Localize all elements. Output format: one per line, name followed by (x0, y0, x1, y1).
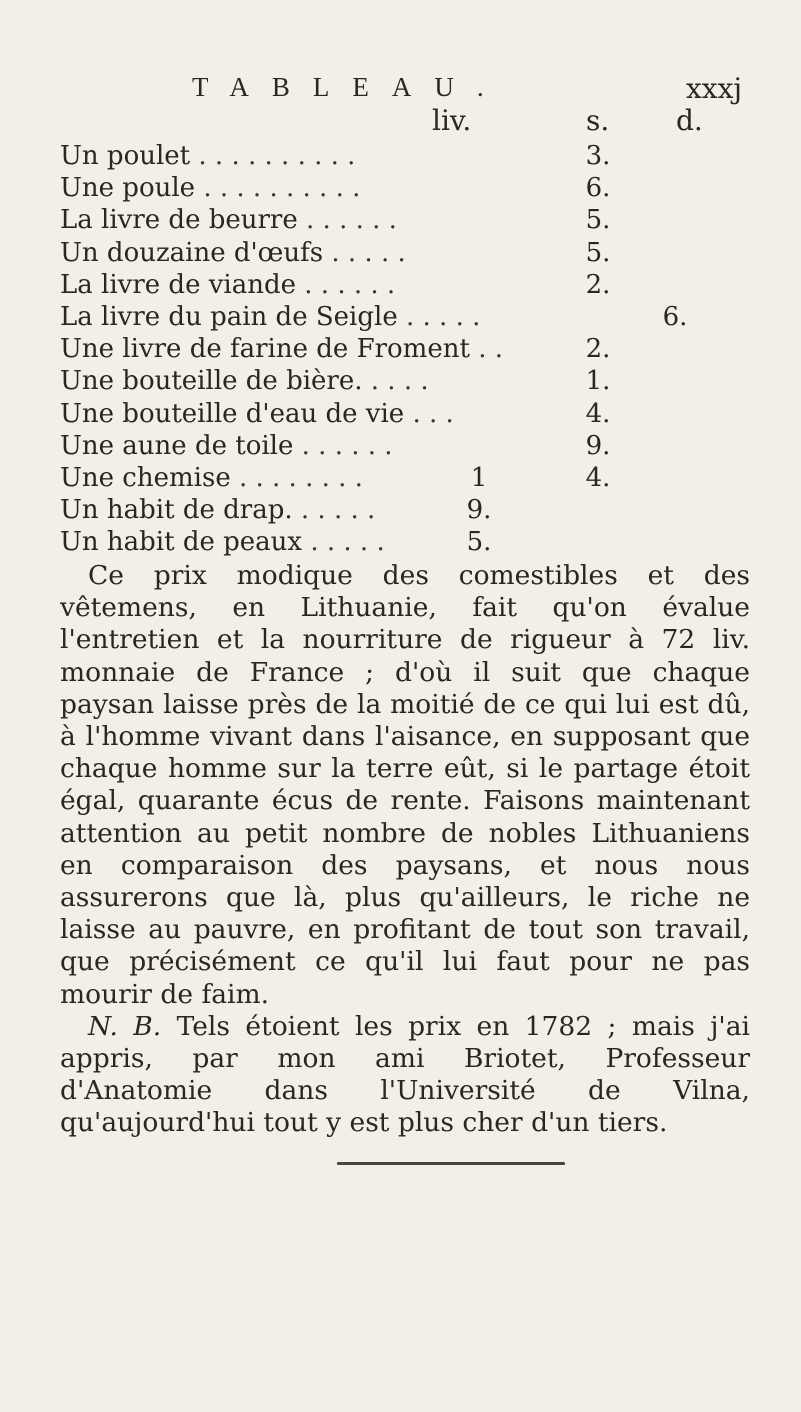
item-label (60, 140, 355, 172)
page-number: xxxj (686, 72, 743, 105)
page-title: TABLEAU. (192, 72, 507, 102)
item-name: Une poule (60, 173, 196, 204)
price-s: 4. (585, 398, 611, 429)
price-s: 2. (585, 334, 611, 365)
table-row (0, 204, 801, 236)
price-liv: 9. (466, 495, 492, 526)
leader-dots: . . . . . (405, 301, 481, 332)
column-header-d: d. (676, 104, 703, 137)
price-liv: 1 (470, 462, 488, 493)
leader-dots: . . (478, 334, 503, 365)
price-s: 5. (585, 205, 611, 236)
item-name: Une bouteille de bière. (60, 366, 363, 397)
item-name: Un poulet (60, 141, 191, 171)
item-label (60, 462, 363, 494)
table-row (0, 430, 801, 462)
item-name: La livre de beurre (60, 205, 298, 236)
price-d: 6. (662, 301, 688, 332)
item-name: Un habit de drap. (60, 495, 293, 526)
table-row (0, 140, 801, 172)
price-s: 1. (585, 366, 611, 397)
item-label (60, 269, 395, 301)
column-header-liv: liv. (432, 104, 472, 137)
price-s: 9. (585, 430, 611, 461)
item-label (60, 172, 360, 204)
item-name: La livre de viande (60, 269, 297, 300)
leader-dots: . . . (412, 398, 454, 429)
price-s: 6. (585, 173, 611, 204)
note-text: Tels étoient les prix en 1782 ; mais j'ai appris, par mon ami Briotet, Professeur d'Anatomie dans l'Université de Vilna, qu'aujourd'hui tout y est plus cher d'un tiers. (60, 1010, 750, 1139)
leader-dots: . . . . . . (301, 430, 393, 461)
price-s: 5. (585, 237, 611, 268)
price-liv: 5. (466, 527, 492, 558)
item-name: Une bouteille d'eau de vie (60, 398, 405, 429)
item-label (60, 398, 454, 430)
price-s: 3. (585, 141, 611, 171)
leader-dots: . . . . . . . . . . (198, 141, 356, 171)
table-row (0, 269, 801, 301)
item-name: Une aune de toile (60, 430, 294, 461)
body-text (60, 560, 750, 1140)
leader-dots: . . . . . . (306, 205, 397, 236)
item-name: Un habit de peaux (60, 527, 303, 558)
table-row (0, 526, 801, 558)
leader-dots: . . . . . (300, 495, 376, 526)
table-row (0, 462, 801, 494)
item-name: Une chemise (60, 462, 231, 493)
leader-dots: . . . . . (331, 237, 406, 268)
price-s: 4. (585, 462, 611, 493)
paragraph: Ce prix modique des comestibles et des vêtemens, en Lithuanie, fait qu'on évalue l'entretien et la nourriture de rigueur à 72 liv. monnaie de France ; d'où il suit que chaque paysan laisse près de la moitié de ce qui lui est dû, à l'homme vivant dans l'aisance, en supposant que chaque homme sur la terre eût, si le partage étoit égal, quarante écus de rente. Faisons maintenant attention au petit nombre de nobles Lithuaniens en comparaison des paysans, et nous nous assurerons que là, plus qu'ailleurs, le riche ne laisse au pauvre, en profitant de tout son travail, que précisément ce qu'il lui faut pour ne pas mourir de faim. (60, 560, 750, 1010)
item-label (60, 333, 503, 365)
end-rule (337, 1162, 565, 1165)
column-headers (0, 104, 801, 140)
item-name: Une livre de farine de Froment (60, 334, 470, 365)
leader-dots: . . . . . . (304, 269, 396, 300)
item-label (60, 204, 397, 236)
item-name: Un douzaine d'œufs (60, 237, 324, 268)
table-row (0, 172, 801, 204)
item-label (60, 301, 480, 333)
table-row (0, 237, 801, 269)
table-row (0, 365, 801, 397)
item-label (60, 430, 393, 462)
leader-dots: . . . . . (310, 527, 385, 558)
price-table (0, 140, 801, 558)
item-label (60, 494, 375, 526)
note-label: N. B. (88, 1010, 162, 1042)
leader-dots: . . . . . . . . (238, 462, 363, 493)
table-row (0, 494, 801, 526)
item-name: La livre du pain de Seigle (60, 301, 398, 332)
price-s: 2. (585, 269, 611, 300)
table-row (0, 398, 801, 430)
item-label (60, 526, 385, 558)
table-row (0, 301, 801, 333)
leader-dots: . . . . (370, 366, 429, 397)
item-label (60, 365, 429, 397)
column-header-s: s. (586, 104, 610, 137)
leader-dots: . . . . . . . . . . (203, 173, 361, 204)
note-paragraph (60, 1011, 750, 1140)
item-label (60, 237, 406, 269)
table-row (0, 333, 801, 365)
